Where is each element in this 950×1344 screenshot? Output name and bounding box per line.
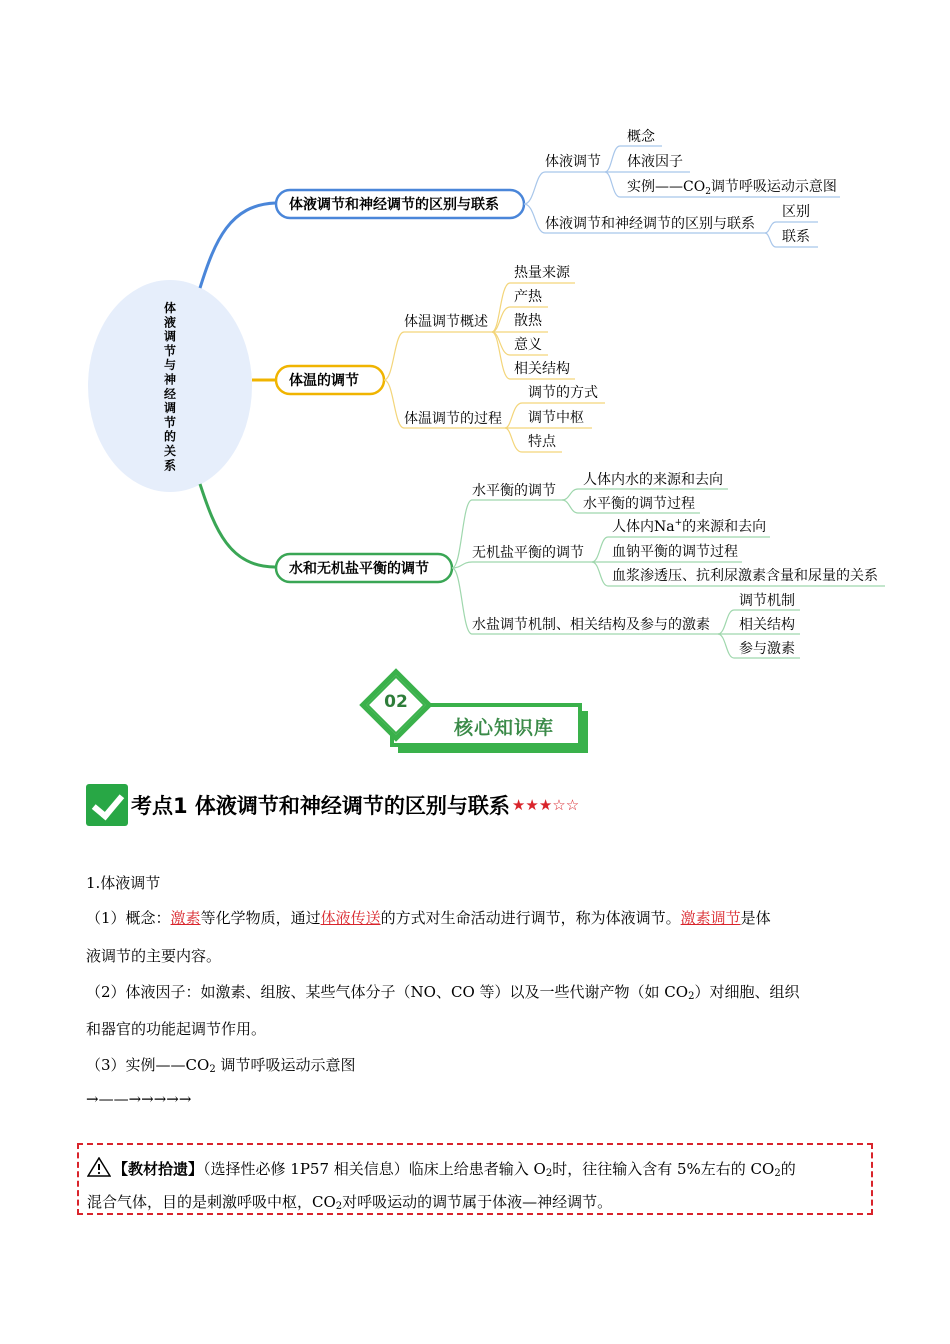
note-line1: 【教材拾遗】（选择性必修 1P57 相关信息）临床上给患者输入 $O_2$时，往往输入含有 5%左右的 $CO_2$的 xyxy=(87,1157,796,1179)
branch-label-3: 水和无机盐平衡的调节 xyxy=(289,561,429,577)
term-body-fluid-transport: 体液传送 xyxy=(320,909,381,927)
root-label-char: 神 xyxy=(163,372,177,387)
root-label-char: 与 xyxy=(163,358,177,373)
b1-sub2-label: 体液调节和神经调节的区别与联系 xyxy=(545,216,755,232)
root-label-char: 液 xyxy=(163,315,177,330)
b3-sub3-label: 水盐调节机制、相关结构及参与的激素 xyxy=(472,617,710,633)
badge-number: 02 xyxy=(384,692,408,712)
b3-item-na-source: 人体内Na+的来源和去向 xyxy=(612,518,767,535)
connector-b1 xyxy=(200,203,275,288)
b3-sub1-label: 水平衡的调节 xyxy=(472,483,556,499)
b2-item-feature: 特点 xyxy=(528,434,556,450)
b3-item-water-process: 水平衡的调节过程 xyxy=(583,496,695,512)
b2-item-meaning: 意义 xyxy=(514,337,542,353)
b3-item-water-source: 人体内水的来源和去向 xyxy=(583,472,723,488)
para-factor-line2: 和器官的功能起调节作用。 xyxy=(86,1020,267,1038)
para-example: （3）实例$——CO_2$ 调节呼吸运动示意图 xyxy=(86,1056,356,1075)
branch-label-1: 体液调节和神经调节的区别与联系 xyxy=(289,197,499,213)
b3-item-osmotic: 血浆渗透压、抗利尿激素含量和尿量的关系 xyxy=(612,568,878,584)
b1-sub1-item-factor: 体液因子 xyxy=(627,154,683,170)
b1-sub2-item-link: 联系 xyxy=(782,229,810,245)
root-label-char: 调 xyxy=(163,329,177,344)
para-concept-line2: 液调节的主要内容。 xyxy=(86,947,222,965)
root-label-char: 调 xyxy=(163,401,177,416)
b2-item-heat-source: 热量来源 xyxy=(514,265,570,281)
branch-label-2: 体温的调节 xyxy=(289,373,359,389)
b2-item-center: 调节中枢 xyxy=(528,410,584,426)
b2-sub2-label: 体温调节的过程 xyxy=(404,411,502,427)
note-tag: 【教材拾遗】 xyxy=(113,1160,204,1178)
note-line2: 混合气体，目的是刺激呼吸中枢，$CO_2$对呼吸运动的调节属于体液—神经调节。 xyxy=(87,1193,613,1212)
b1-sub1-item-concept: 概念 xyxy=(627,129,655,145)
root-label-char: 节 xyxy=(163,343,177,358)
para-factor-line1: （2）体液因子：如激素、组胺、某些气体分子（NO、CO 等）以及一些代谢产物（如 $CO_2$）对细胞、组织 xyxy=(86,983,800,1002)
root-label-char: 的 xyxy=(163,429,177,444)
section-badge xyxy=(364,671,588,753)
b3-item-na-process: 血钠平衡的调节过程 xyxy=(612,544,738,560)
difficulty-stars: ★★★☆☆ xyxy=(511,796,580,814)
b2-item-heat-loss: 散热 xyxy=(514,313,542,329)
b3-item-mechanism: 调节机制 xyxy=(739,593,795,609)
textbook-note xyxy=(77,1143,873,1215)
b1-sub1-item-example: 实例$——CO_2$调节呼吸运动示意图 xyxy=(627,179,837,197)
b2-item-heat-production: 产热 xyxy=(514,289,542,305)
para-concept-line1: （1）概念：激素等化学物质，通过体液传送的方式对生命活动进行调节，称为体液调节。激素调节是体 xyxy=(86,909,771,927)
warning-icon xyxy=(87,1157,111,1177)
para-heading: 1.体液调节 xyxy=(86,874,161,892)
section-title: 考点1 体液调节和神经调节的区别与联系 xyxy=(131,794,510,818)
arrow-sequence: →——→→→→→ xyxy=(86,1090,192,1108)
root-label-char: 经 xyxy=(163,386,177,401)
section-heading xyxy=(86,784,579,826)
b3-sub2-label: 无机盐平衡的调节 xyxy=(472,545,584,561)
root-label-char: 系 xyxy=(163,458,177,473)
b3-item-hormones: 参与激素 xyxy=(739,641,795,657)
b1-sub2-item-diff: 区别 xyxy=(782,204,810,220)
term-hormone-regulation: 激素调节 xyxy=(680,909,741,927)
b2-sub1-label: 体温调节概述 xyxy=(404,314,488,330)
root-label-char: 体 xyxy=(163,301,177,315)
root-label-char: 关 xyxy=(163,444,177,458)
b1-sub1-label: 体液调节 xyxy=(545,154,601,170)
root-label xyxy=(164,300,176,472)
check-icon xyxy=(86,784,128,826)
b2-item-method: 调节的方式 xyxy=(528,385,598,401)
root-label-char: 节 xyxy=(163,415,177,430)
b3-item-structures: 相关结构 xyxy=(739,617,795,633)
b2-item-structure: 相关结构 xyxy=(514,361,570,377)
term-hormone: 激素 xyxy=(170,909,201,927)
badge-text: 核心知识库 xyxy=(454,717,555,739)
connector-b3 xyxy=(200,484,275,567)
